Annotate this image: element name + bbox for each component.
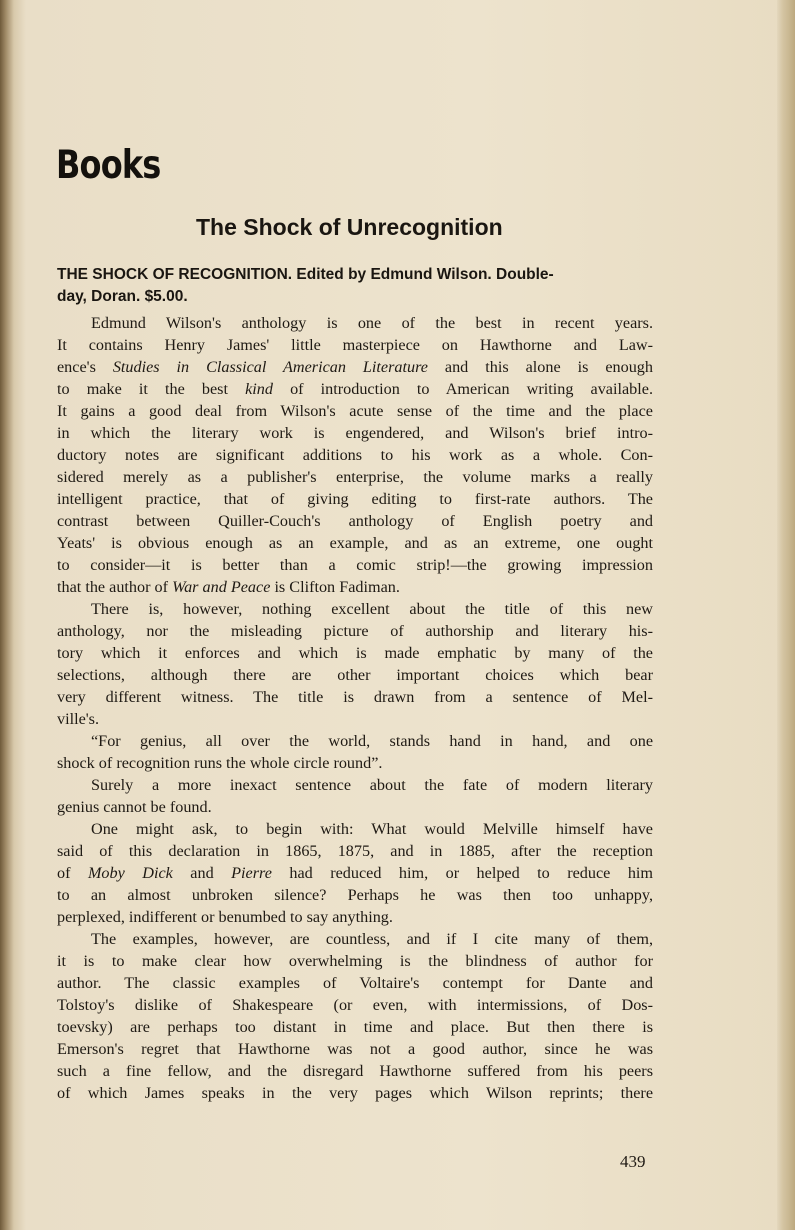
text-line: that the author of War and Peace is Clifton Fadiman. xyxy=(57,578,400,596)
text-line: in which the literary work is engendered, and Wilson's brief intro- xyxy=(57,424,653,442)
text-line: to an almost unbroken silence? Perhaps he was then too unhappy, xyxy=(57,886,653,904)
text-line: tory which it enforces and which is made emphatic by many of the xyxy=(57,644,653,662)
text-line: of which James speaks in the very pages which Wilson reprints; there xyxy=(57,1084,653,1102)
book-info-line-2: day, Doran. $5.00. xyxy=(57,288,188,305)
book-info-line-1: THE SHOCK OF RECOGNITION. Edited by Edmund Wilson. Double- xyxy=(57,266,554,283)
text-line: such a fine fellow, and the disregard Hawthorne suffered from his peers xyxy=(57,1062,653,1080)
text-line: Surely a more inexact sentence about the fate of modern literary xyxy=(91,776,653,794)
text-line: Tolstoy's dislike of Shakespeare (or even, with intermissions, of Dos- xyxy=(57,996,653,1014)
text-line: Emerson's regret that Hawthorne was not a good author, since he was xyxy=(57,1040,653,1058)
text-line: The examples, however, are countless, and if I cite many of them, xyxy=(91,930,653,948)
text-line: it is to make clear how overwhelming is the blindness of author for xyxy=(57,952,653,970)
text-line: perplexed, indifferent or benumbed to say anything. xyxy=(57,908,393,926)
text-line: of Moby Dick and Pierre had reduced him, or helped to reduce him xyxy=(57,864,654,882)
text-line: One might ask, to begin with: What would Melville himself have xyxy=(91,820,653,838)
section-heading: Books xyxy=(56,143,161,188)
text-line: ville's. xyxy=(57,710,100,728)
text-line: said of this declaration in 1865, 1875, and in 1885, after the reception xyxy=(57,842,653,860)
text-line: sidered merely as a publisher's enterprise, the volume marks a really xyxy=(57,468,653,486)
text-line: selections, although there are other important choices which bear xyxy=(57,666,653,684)
page-edge xyxy=(777,0,795,1230)
text-line: author. The classic examples of Voltaire's contempt for Dante and xyxy=(57,974,653,992)
text-line: to make it the best kind of introduction to American writing available. xyxy=(57,380,653,398)
text-line: Edmund Wilson's anthology is one of the best in recent years. xyxy=(91,314,653,332)
text-line: It gains a good deal from Wilson's acute sense of the time and the place xyxy=(57,402,653,420)
page-number: 439 xyxy=(620,1152,646,1171)
text-line: shock of recognition runs the whole circle round”. xyxy=(57,754,383,772)
text-line: anthology, nor the misleading picture of authorship and literary his- xyxy=(57,622,653,640)
text-line: Yeats' is obvious enough as an example, and as an extreme, one ought xyxy=(57,534,653,552)
text-line: toevsky) are perhaps too distant in time and place. But then there is xyxy=(57,1018,653,1036)
text-line: contrast between Quiller-Couch's anthology of English poetry and xyxy=(57,512,653,530)
text-line: intelligent practice, that of giving editing to first-rate authors. The xyxy=(57,490,653,508)
text-line: ductory notes are significant additions to his work as a whole. Con- xyxy=(57,446,653,464)
text-line: ence's Studies in Classical American Literature and this alone is enough xyxy=(57,358,653,376)
text-line: It contains Henry James' little masterpiece on Hawthorne and Law- xyxy=(57,336,653,354)
text-line: to consider—it is better than a comic strip!—the growing impression xyxy=(57,556,653,574)
text-line: very different witness. The title is drawn from a sentence of Mel- xyxy=(57,688,653,706)
review-title: The Shock of Unrecognition xyxy=(196,214,503,240)
text-line: genius cannot be found. xyxy=(57,798,212,816)
text-line: There is, however, nothing excellent about the title of this new xyxy=(91,600,653,618)
text-line: “For genius, all over the world, stands hand in hand, and one xyxy=(91,732,653,750)
